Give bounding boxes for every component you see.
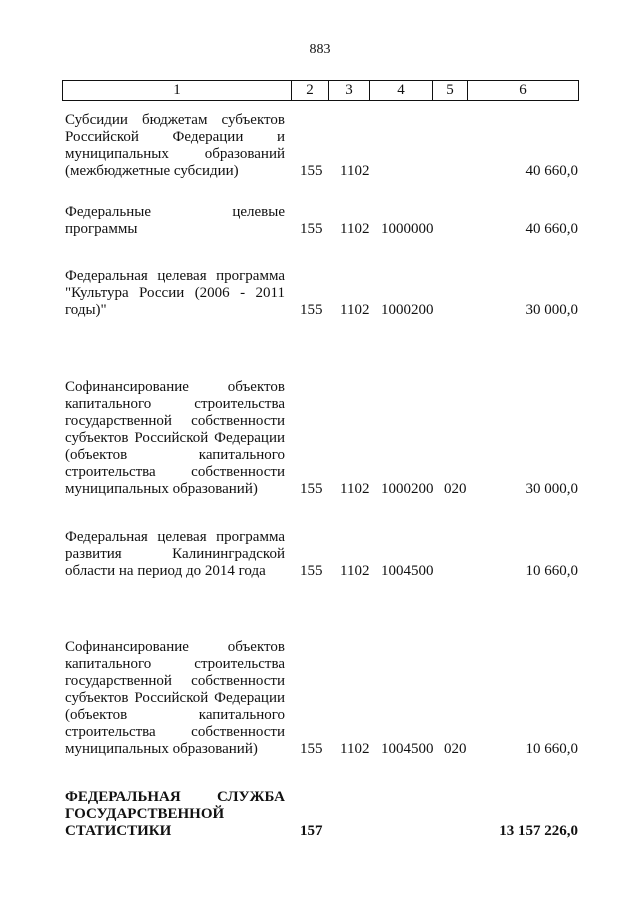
page-number: 883 — [309, 42, 331, 57]
description-line: государственной собственности — [65, 673, 285, 689]
description-line: (объектов капитального — [65, 707, 285, 723]
row-description — [65, 112, 285, 180]
expense-type-code: 020 — [444, 741, 467, 757]
description-line: Федеральные целевые — [65, 204, 285, 220]
ministry-code: 155 — [300, 481, 323, 497]
section-code: 1102 — [340, 221, 370, 237]
description-line: (объектов капитального — [65, 447, 285, 463]
description-line: муниципальных образований — [65, 146, 285, 162]
ministry-code: 157 — [300, 823, 323, 839]
description-line: области на период до 2014 года — [65, 563, 266, 579]
description-line: развития Калининградской — [65, 546, 285, 562]
row-description — [65, 204, 285, 238]
ministry-code: 155 — [300, 221, 323, 237]
target-article-code: 1000000 — [381, 221, 434, 237]
row-description — [65, 268, 285, 319]
description-line: Российской Федерации и — [65, 129, 285, 145]
section-code: 1102 — [340, 741, 370, 757]
description-line: Федеральная целевая программа — [65, 268, 285, 284]
description-line: капитального строительства — [65, 396, 285, 412]
column-header-table — [62, 80, 579, 101]
row-description — [65, 639, 285, 758]
column-header-4: 4 — [370, 81, 433, 101]
description-line: Софинансирование объектов — [65, 379, 285, 395]
amount: 40 660,0 — [525, 163, 578, 179]
ministry-code: 155 — [300, 302, 323, 318]
target-article-code: 1000200 — [381, 302, 434, 318]
description-line: программы — [65, 221, 138, 237]
description-line: "Культура России (2006 - 2011 — [65, 285, 285, 301]
target-article-code: 1004500 — [381, 741, 434, 757]
ministry-code: 155 — [300, 163, 323, 179]
amount: 40 660,0 — [525, 221, 578, 237]
description-line: Софинансирование объектов — [65, 639, 285, 655]
column-header-6: 6 — [468, 81, 579, 101]
column-header-2: 2 — [292, 81, 329, 101]
section-code: 1102 — [340, 163, 370, 179]
amount: 13 157 226,0 — [499, 823, 578, 839]
section-code: 1102 — [340, 302, 370, 318]
description-line: годы)" — [65, 302, 107, 318]
amount: 30 000,0 — [525, 302, 578, 318]
amount: 10 660,0 — [525, 563, 578, 579]
description-line: строительства собственности — [65, 464, 285, 480]
description-line: ФЕДЕРАЛЬНАЯ СЛУЖБА — [65, 789, 285, 805]
description-line: муниципальных образований) — [65, 481, 258, 497]
description-line: СТАТИСТИКИ — [65, 823, 172, 839]
description-line: капитального строительства — [65, 656, 285, 672]
column-header-row — [63, 81, 579, 101]
amount: 30 000,0 — [525, 481, 578, 497]
description-line: Субсидии бюджетам субъектов — [65, 112, 285, 128]
description-line: субъектов Российской Федерации — [65, 690, 285, 706]
description-line: ГОСУДАРСТВЕННОЙ — [65, 806, 225, 822]
description-line: Федеральная целевая программа — [65, 529, 285, 545]
column-header-3: 3 — [329, 81, 370, 101]
row-description — [65, 379, 285, 498]
description-line: строительства собственности — [65, 724, 285, 740]
target-article-code: 1004500 — [381, 563, 434, 579]
column-header-1: 1 — [63, 81, 292, 101]
description-line: муниципальных образований) — [65, 741, 258, 757]
row-description — [65, 789, 285, 840]
description-line: субъектов Российской Федерации — [65, 430, 285, 446]
target-article-code: 1000200 — [381, 481, 434, 497]
section-code: 1102 — [340, 563, 370, 579]
description-line: государственной собственности — [65, 413, 285, 429]
ministry-code: 155 — [300, 563, 323, 579]
row-description — [65, 529, 285, 580]
section-code: 1102 — [340, 481, 370, 497]
column-header-5: 5 — [433, 81, 468, 101]
ministry-code: 155 — [300, 741, 323, 757]
expense-type-code: 020 — [444, 481, 467, 497]
description-line: (межбюджетные субсидии) — [65, 163, 239, 179]
amount: 10 660,0 — [525, 741, 578, 757]
